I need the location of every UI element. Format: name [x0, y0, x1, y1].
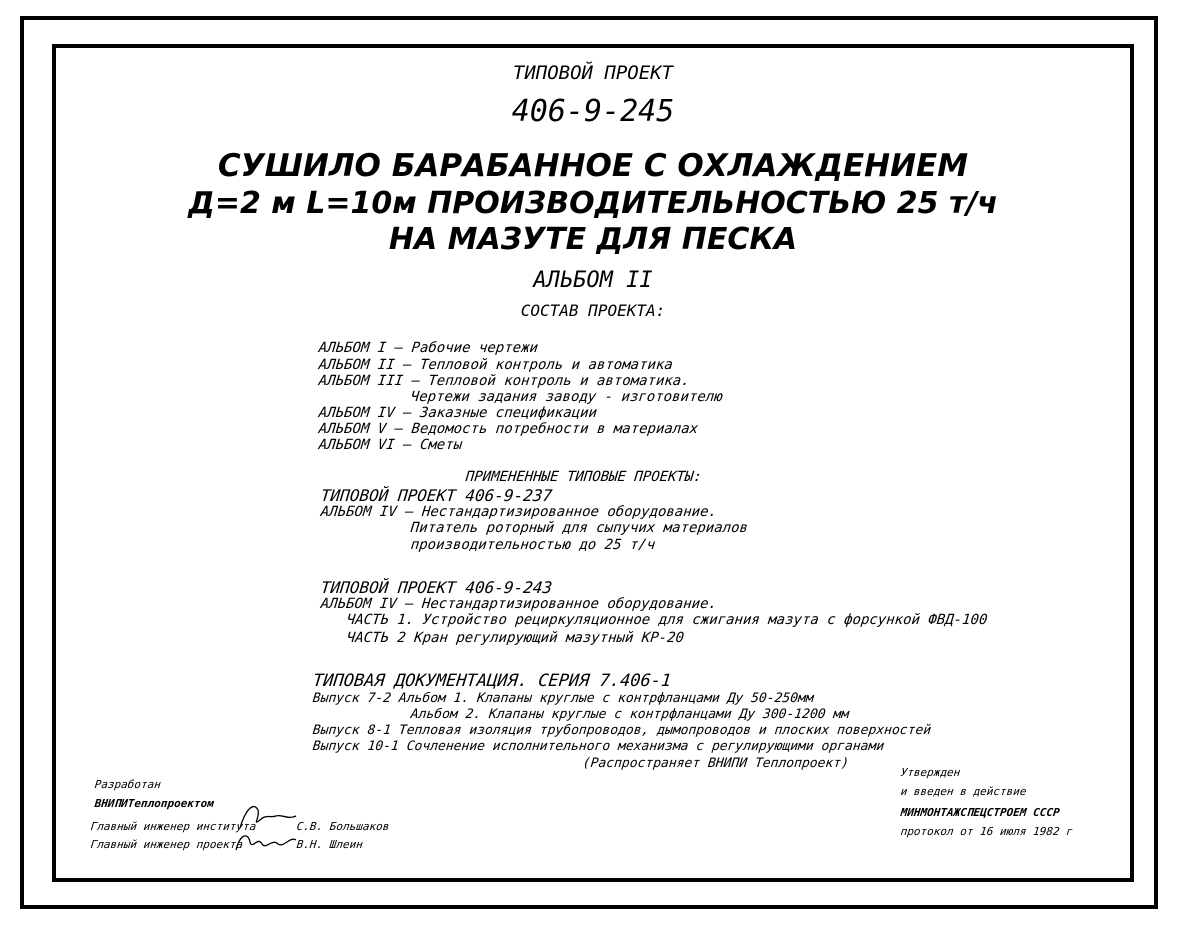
album-item: АЛЬБОМ II — Тепловой контроль и автоматика: [318, 357, 674, 373]
album-item: АЛЬБОМ III — Тепловой контроль и автоматика.: [318, 373, 691, 389]
applied-project-2-line: ЧАСТЬ 1. Устройство рециркуляционное для сжигания мазута с форсункой ФВД-100: [346, 612, 989, 628]
applied-project-1-title: ТИПОВОЙ ПРОЕКТ 406-9-237: [320, 486, 554, 505]
enacted-label: и введен в действие: [900, 785, 1028, 798]
approved-label: Утвержден: [900, 766, 961, 779]
docs-line: Выпуск 7-2 Альбом 1. Клапаны круглые с контрфланцами Ду 50-250мм: [312, 691, 815, 706]
docs-line: (Распространяет ВНИПИ Теплопроект): [582, 756, 850, 771]
developer-org: ВНИПИТеплопроектом: [94, 797, 215, 810]
developed-label: Разработан: [94, 778, 162, 791]
chief-project-label: Главный инженер проекта: [90, 838, 244, 851]
signature-2-icon: [232, 828, 298, 856]
applied-heading: ПРИМЕНЕННЫЕ ТИПОВЫЕ ПРОЕКТЫ:: [465, 469, 703, 485]
album-item: АЛЬБОМ I — Рабочие чертежи: [318, 340, 539, 356]
header-title: ТИПОВОЙ ПРОЕКТ: [512, 62, 674, 84]
album-item: АЛЬБОМ V — Ведомость потребности в материалах: [318, 421, 699, 437]
composition-heading: СОСТАВ ПРОЕКТА:: [520, 301, 666, 320]
docs-line: Альбом 2. Клапаны круглые с контрфланцами Ду 300-1200 мм: [410, 707, 850, 722]
applied-project-1-line: Питатель роторный для сыпучих материалов: [410, 520, 749, 536]
project-name-line3: НА МАЗУТЕ ДЛЯ ПЕСКА: [388, 222, 798, 257]
applied-project-1-line: производительностью до 25 т/ч: [410, 537, 657, 553]
docs-title: ТИПОВАЯ ДОКУМЕНТАЦИЯ. СЕРИЯ 7.406-1: [312, 671, 673, 691]
project-name-line1: СУШИЛО БАРАБАННОЕ С ОХЛАЖДЕНИЕМ: [217, 148, 969, 184]
applied-project-2-line: ЧАСТЬ 2 Кран регулирующий мазутный КР-20: [346, 630, 685, 646]
album-item: АЛЬБОМ VI — Сметы: [318, 437, 463, 453]
applied-project-1-line: АЛЬБОМ IV — Нестандартизированное оборудование.: [320, 504, 718, 520]
project-number: 406-9-245: [511, 94, 675, 129]
chief-project-name: В.Н. Шлеин: [296, 838, 364, 851]
chief-institute-name: С.В. Большаков: [296, 820, 391, 833]
project-name-line2: Д=2 м L=10м ПРОИЗВОДИТЕЛЬНОСТЬЮ 25 т/ч: [188, 186, 998, 221]
ministry-name: МИНМОНТАЖСПЕЦСТРОЕМ СССР: [900, 806, 1061, 819]
applied-project-2-line: АЛЬБОМ IV — Нестандартизированное оборудование.: [320, 596, 718, 612]
docs-line: Выпуск 8-1 Тепловая изоляция трубопроводов, дымопроводов и плоских поверхностей: [312, 723, 932, 738]
chief-institute-label: Главный инженер института: [90, 820, 257, 833]
album-label: АЛЬБОМ II: [533, 268, 653, 293]
applied-project-2-title: ТИПОВОЙ ПРОЕКТ 406-9-243: [320, 578, 554, 597]
album-item: АЛЬБОМ IV — Заказные спецификации: [318, 405, 598, 421]
docs-line: Выпуск 10-1 Сочленение исполнительного механизма с регулирующими органами: [312, 739, 885, 754]
protocol-line: протокол от 16 июля 1982 г: [900, 825, 1074, 838]
album-item: Чертежи задания заводу - изготовителю: [410, 389, 724, 405]
